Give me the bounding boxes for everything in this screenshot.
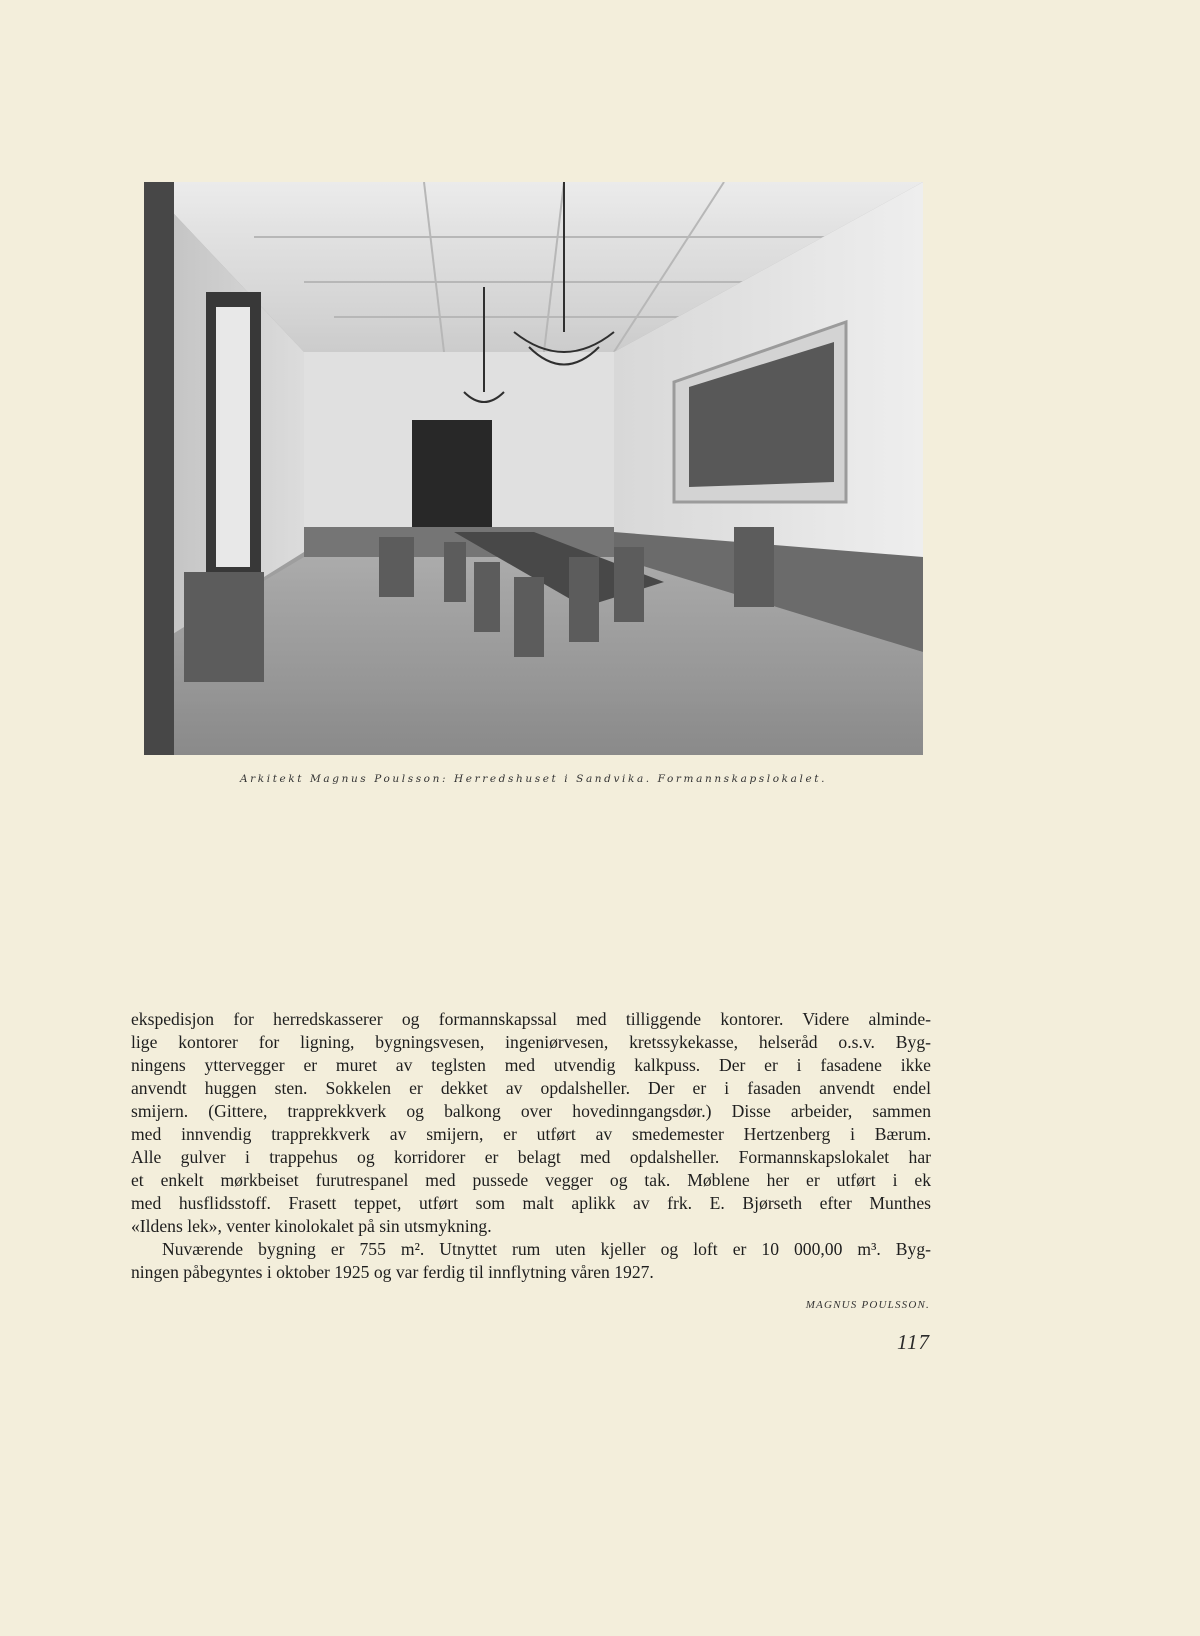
body-line: ningen påbegyntes i oktober 1925 og var ferdig til innflytning våren 1927. [131,1262,654,1282]
author-signature: MAGNUS POULSSON. [805,1299,930,1311]
body-line: smijern. (Gittere, trapprekkverk og balkong over hovedinngangsdør.) Disse arbeider, sammen [131,1101,931,1121]
body-line: ningens yttervegger er muret av teglsten med utvendig kalkpuss. Der er i fasadene ikke [131,1055,931,1075]
body-line: med innvendig trapprekkverk av smijern, er utført av smedemester Hertzenberg i Bærum. [131,1124,931,1144]
body-line: med husflidsstoff. Frasett teppet, utført som malt aplikk av frk. E. Bjørseth efter Munthes [131,1193,931,1213]
body-line: ekspedisjon for herredskasserer og formannskapssal med tilliggende kontorer. Videre alminde- [131,1009,931,1029]
page-number: 117 [897,1330,930,1354]
body-line: lige kontorer for ligning, bygningsvesen, ingeniørvesen, kretssykekasse, helseråd o.s.v. Byg- [131,1032,931,1052]
body-line: Alle gulver i trappehus og korridorer er belagt med opdalsheller. Formannskapslokalet har [131,1147,931,1167]
photo-caption: Arkitekt Magnus Poulsson: Herredshuset i Sandvika. Formannskapslokalet. [239,773,828,785]
body-line: et enkelt mørkbeiset furutrespanel med pussede vegger og tak. Møblene her er utført i ek [131,1170,931,1190]
photo-illustration [144,182,923,755]
body-line: «Ildens lek», venter kinolokalet på sin utsmykning. [131,1216,492,1236]
article-body [131,1008,931,1284]
body-line: Nuværende bygning er 755 m². Utnyttet rum uten kjeller og loft er 10 000,00 m³. Byg- [162,1239,931,1259]
body-line: anvendt huggen sten. Sokkelen er dekket av opdalsheller. Der er i fasaden anvendt endel [131,1078,931,1098]
council-room-photograph [144,182,923,755]
